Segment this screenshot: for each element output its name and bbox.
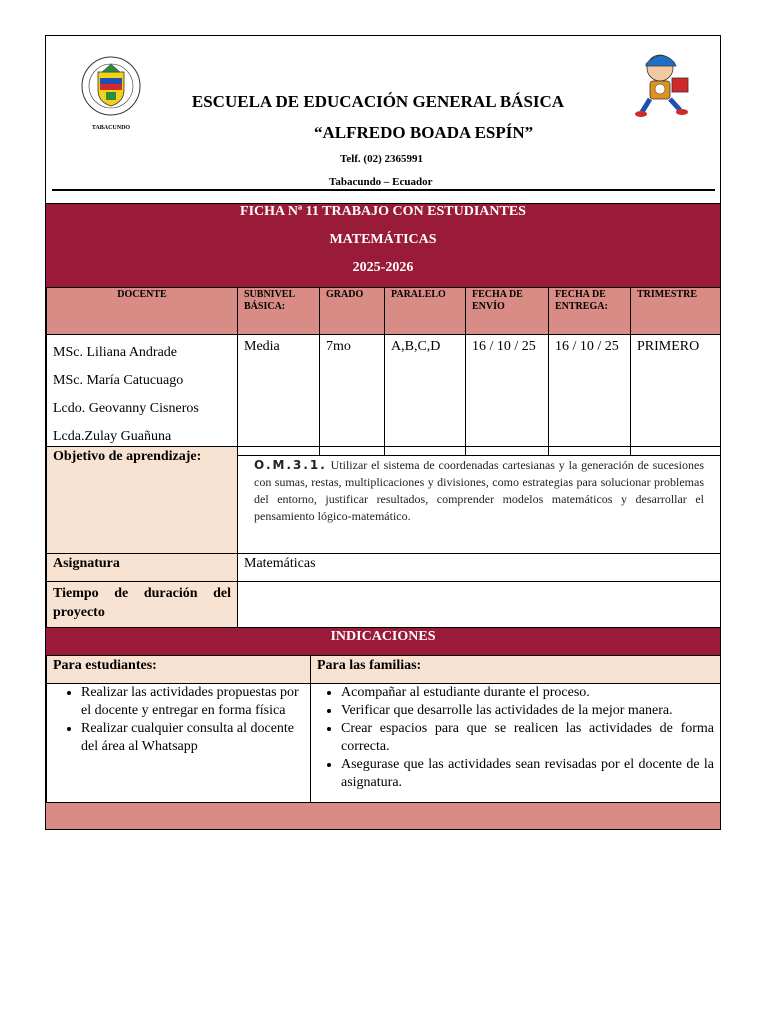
school-name: ESCUELA DE EDUCACIÓN GENERAL BÁSICA bbox=[191, 92, 565, 111]
school-header bbox=[46, 36, 720, 204]
list-item: • Verificar que desarrolle las actividades de la mejor manera. bbox=[341, 702, 714, 720]
asignatura-label: Asignatura bbox=[47, 554, 238, 582]
ficha-title-band bbox=[46, 203, 720, 287]
school-subtitle: “ALFREDO BOADA ESPÍN” bbox=[314, 123, 534, 142]
col-subnivel: SUBNIVEL BÁSICA: bbox=[238, 288, 320, 335]
tiempo-row bbox=[47, 582, 721, 628]
fecha-envio-value: 16 / 10 / 25 bbox=[466, 335, 549, 456]
footer-band bbox=[46, 802, 720, 829]
info-header-row bbox=[47, 288, 721, 335]
list-item: • Acompañar al estudiante durante el proceso. bbox=[341, 684, 714, 702]
indicaciones-header-row bbox=[47, 656, 721, 684]
students-list-cell bbox=[47, 684, 311, 803]
school-city: Tabacundo – Ecuador bbox=[329, 176, 433, 188]
list-item: • Realizar cualquier consulta al docente del área al Whatsapp bbox=[81, 720, 306, 756]
indicaciones-list-row bbox=[47, 684, 721, 803]
teacher-name: Lcda.Zulay Guañuna bbox=[53, 429, 172, 444]
teacher-name: Lcdo. Geovanny Cisneros bbox=[53, 401, 199, 416]
info-table bbox=[46, 287, 721, 456]
tiempo-value bbox=[238, 582, 721, 628]
asignatura-value: Matemáticas bbox=[238, 554, 721, 582]
col-grado: GRADO bbox=[320, 288, 385, 335]
objective-code: O.M.3.1. bbox=[254, 458, 327, 472]
list-item: • Realizar las actividades propuestas por el docente y entregar en forma física bbox=[81, 684, 306, 720]
col-fecha-entrega: FECHA DE ENTREGA: bbox=[549, 288, 631, 335]
indicaciones-table bbox=[46, 655, 721, 803]
families-list bbox=[311, 684, 714, 792]
objective-label: Objetivo de aprendizaje: bbox=[47, 447, 238, 554]
school-phone: Telf. (02) 2365991 bbox=[340, 153, 424, 165]
fecha-entrega-value: 16 / 10 / 25 bbox=[549, 335, 631, 456]
header-divider bbox=[52, 189, 715, 191]
ficha-line-1: FICHA Nª 11 TRABAJO CON ESTUDIANTES bbox=[240, 204, 526, 219]
teachers-cell bbox=[47, 335, 238, 456]
tiempo-label: Tiempo de duración del proyecto bbox=[47, 582, 238, 628]
objective-cell bbox=[238, 447, 721, 554]
subnivel-value: Media bbox=[238, 335, 320, 456]
grado-value: 7mo bbox=[320, 335, 385, 456]
trimestre-value: PRIMERO bbox=[631, 335, 721, 456]
col-trimestre: TRIMESTRE bbox=[631, 288, 721, 335]
teacher-name: MSc. María Catucuago bbox=[53, 373, 184, 388]
col-fecha-envio: FECHA DE ENVÍO bbox=[466, 288, 549, 335]
info-value-row bbox=[47, 335, 721, 456]
families-list-cell bbox=[311, 684, 721, 803]
students-list bbox=[51, 684, 306, 756]
col-paralelo: PARALELO bbox=[385, 288, 466, 335]
paralelo-value: A,B,C,D bbox=[385, 335, 466, 456]
ficha-year: 2025-2026 bbox=[352, 260, 414, 275]
school-seal-logo bbox=[76, 50, 146, 132]
objective-row bbox=[47, 447, 721, 554]
objective-table bbox=[46, 446, 721, 628]
asignatura-row bbox=[47, 554, 721, 582]
list-item: • Crear espacios para que se realicen las actividades de forma correcta. bbox=[341, 720, 714, 756]
families-label: Para las familias: bbox=[311, 656, 721, 684]
worksheet bbox=[45, 35, 721, 830]
col-docente: DOCENTE bbox=[47, 288, 238, 335]
objective-text: Utilizar el sistema de coordenadas cartesianas y la generación de sucesiones con sumas, restas, multiplicaciones y divisiones, como estrategias para solucionar problemas del entorno, justificar resultados, comprender modelos matemáticos y desarrollar el pensamiento lógico-matemático. bbox=[254, 458, 705, 523]
ficha-subject: MATEMÁTICAS bbox=[329, 232, 437, 247]
seal-bottom-text: TABACUNDO bbox=[91, 125, 131, 131]
indicaciones-title: INDICACIONES bbox=[46, 627, 720, 655]
list-item: • Asegurase que las actividades sean revisadas por el docente de la asignatura. bbox=[341, 756, 714, 792]
teacher-name: MSc. Liliana Andrade bbox=[53, 345, 178, 360]
students-label: Para estudiantes: bbox=[47, 656, 311, 684]
